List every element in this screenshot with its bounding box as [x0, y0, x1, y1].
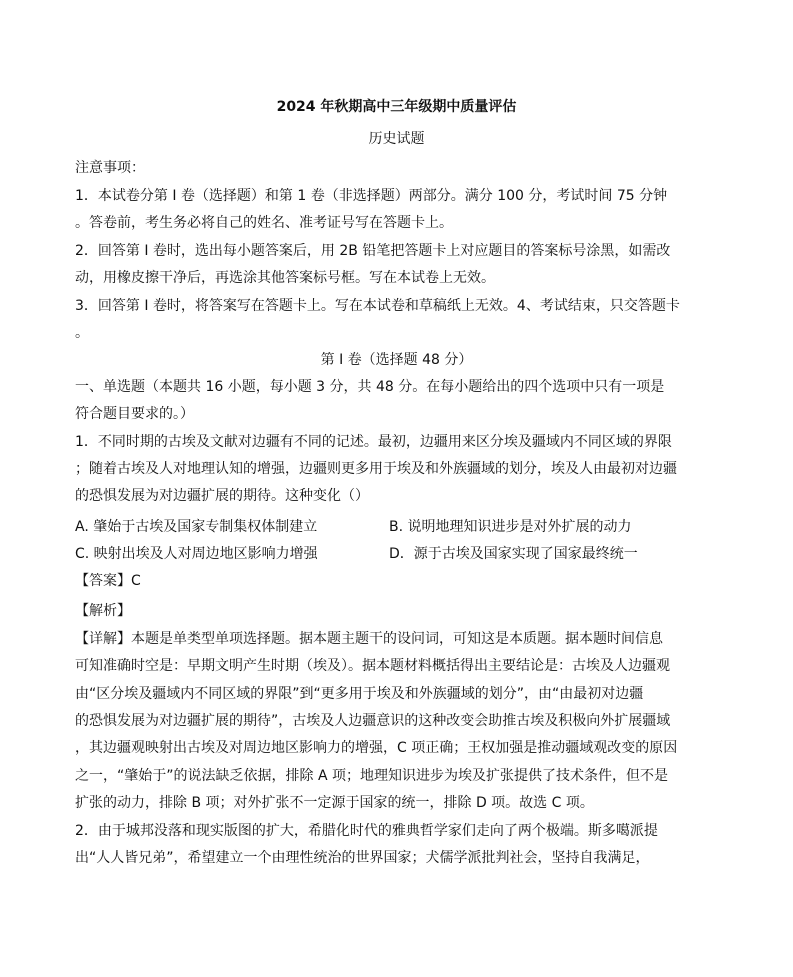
section-intro: 符合题目要求的。） [75, 406, 194, 422]
question-stem: ；随着古埃及人对地理认知的增强，边疆则更多用于埃及和外族疆域的划分，埃及人由最初对边疆 [75, 461, 677, 477]
analysis-line: 的恐惧发展为对边疆扩展的期待”，古埃及人边疆意识的这种改变会助推古埃及积极向外扩展疆域 [75, 713, 671, 729]
option-a: A. 肇始于古埃及国家专制集权体制建立 [75, 519, 318, 535]
analysis-line: 之一，“肇始于”的说法缺乏依据，排除 A 项；地理知识进步为埃及扩张提供了技术条件，但不是 [75, 768, 668, 784]
notice-line: 。答卷前，考生务必将自己的姓名、准考证号写在答题卡上。 [75, 215, 453, 231]
section-intro: 一、单选题（本题共 16 小题，每小题 3 分，共 48 分。在每小题给出的四个选项中只有一项是 [75, 379, 665, 395]
question-stem: 出“人人皆兄弟”，希望建立一个由理性统治的世界国家；犬儒学派批判社会，坚持自我满足， [75, 850, 650, 866]
analysis-line: 扩张的动力，排除 B 项；对外扩张不一定源于国家的统一，排除 D 项。故选 C 项。 [75, 795, 594, 811]
notice-line: 2．回答第 I 卷时，选出每小题答案后，用 2B 铅笔把答题卡上对应题目的答案标号涂黑，如需改 [75, 243, 671, 259]
notice-line: 动，用橡皮擦干净后，再选涂其他答案标号框。写在本试卷上无效。 [75, 270, 495, 286]
analysis-line: ，其边疆观映射出古埃及对周边地区影响力的增强，C 项正确；王权加强是推动疆域观改变的原因 [75, 740, 678, 756]
question-stem: 2．由于城邦没落和现实版图的扩大，希腊化时代的雅典哲学家们走向了两个极端。斯多噶派提 [75, 823, 658, 839]
question-stem: 1．不同时期的古埃及文献对边疆有不同的记述。最初，边疆用来区分埃及疆域内不同区域的界限 [75, 434, 672, 450]
analysis-heading: 【解析】 [75, 603, 131, 619]
question-stem: 的恐惧发展为对边疆扩展的期待。这种变化（） [75, 488, 369, 504]
exam-subtitle: 历史试题 [368, 131, 425, 147]
notice-line: 。 [75, 325, 89, 341]
section-title: 第 I 卷（选择题 48 分） [320, 352, 473, 368]
notice-line: 3．回答第 I 卷时，将答案写在答题卡上。写在本试卷和草稿纸上无效。4、考试结束，只交答题卡 [75, 298, 680, 314]
notice-heading: 注意事项： [75, 160, 145, 176]
analysis-line: 由“区分埃及疆域内不同区域的界限”到“更多用于埃及和外族疆域的划分”，由“由最初对边疆 [75, 686, 644, 702]
option-c: C. 映射出埃及人对周边地区影响力增强 [75, 546, 318, 562]
notice-line: 1．本试卷分第 I 卷（选择题）和第 1 卷（非选择题）两部分。满分 100 分，考试时间 75 分钟 [75, 188, 668, 204]
answer-line: 【答案】C [75, 573, 141, 589]
analysis-line: 可知准确时空是：早期文明产生时期（埃及）。据本题材料概括得出主要结论是：古埃及人边疆观 [75, 658, 670, 674]
analysis-line: 【详解】本题是单类型单项选择题。据本题主题干的设问词，可知这是本质题。据本题时间信息 [75, 631, 663, 647]
option-b: B. 说明地理知识进步是对外扩展的动力 [389, 519, 632, 535]
option-d: D．源于古埃及国家实现了国家最终统一 [389, 546, 638, 562]
exam-title: 2024 年秋期高中三年级期中质量评估 [276, 99, 517, 115]
